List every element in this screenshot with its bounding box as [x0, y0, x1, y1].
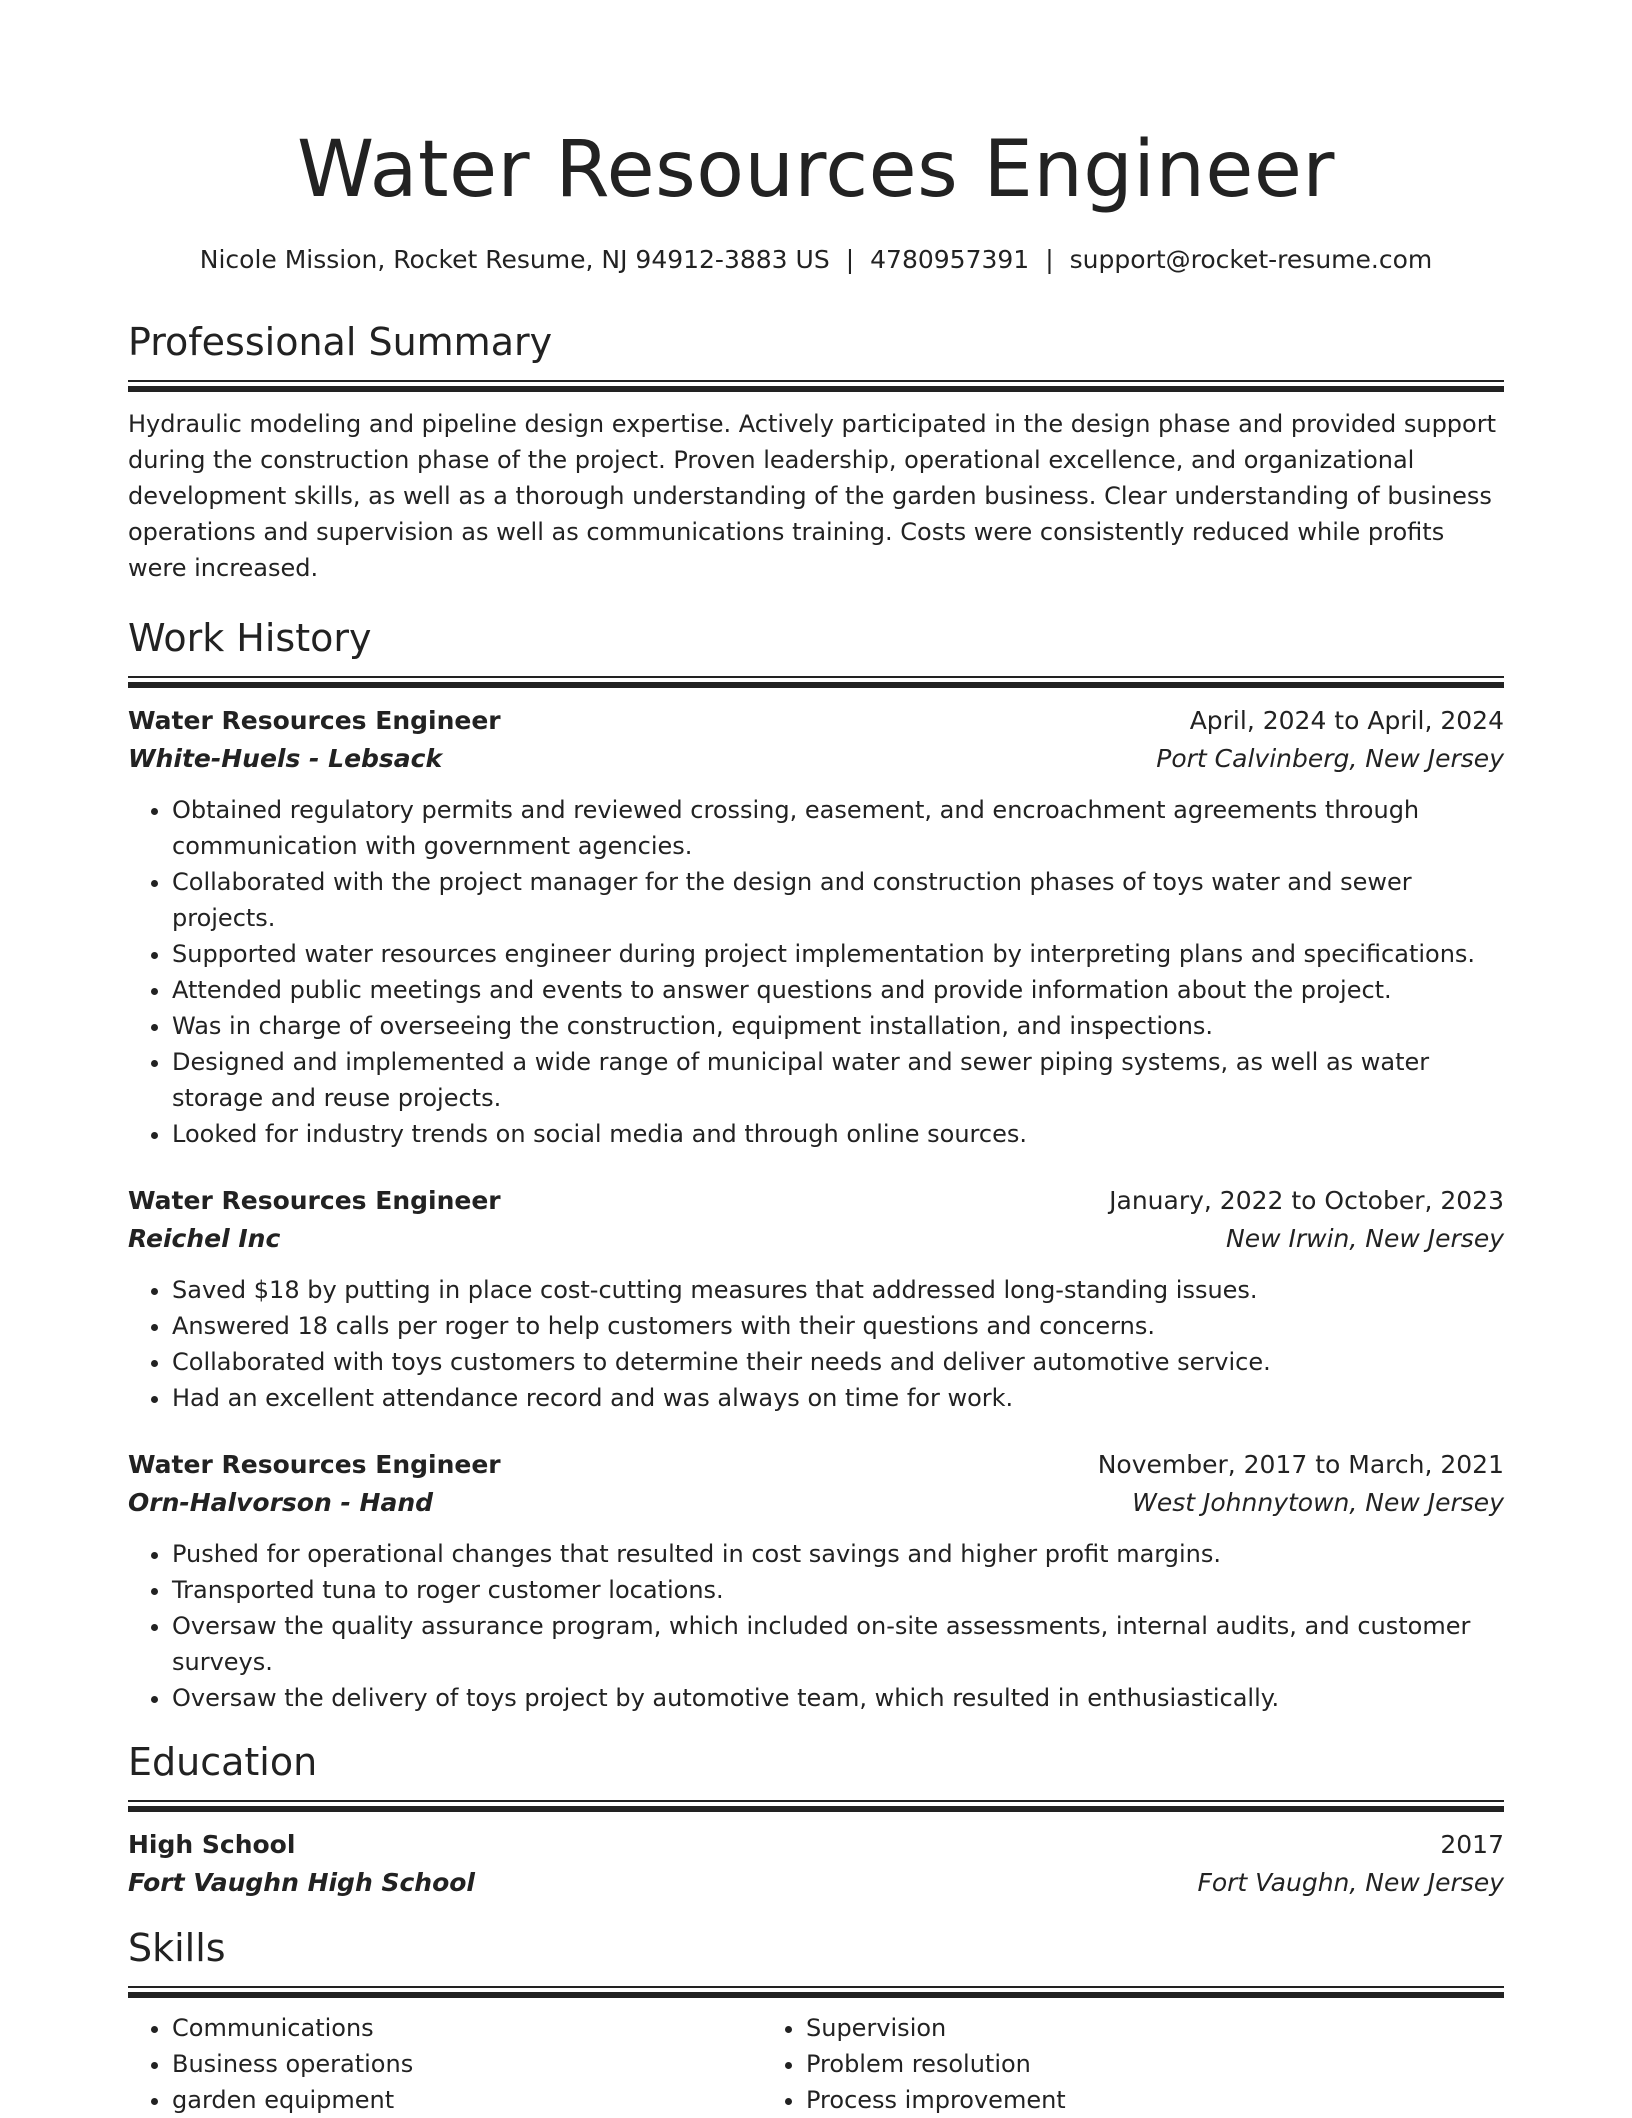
job-subheader: [128, 1220, 1504, 1258]
job-bullet: • Oversaw the quality assurance program, which included on-site assessments, internal audits, and customer surveys.: [172, 1608, 1504, 1680]
job-position: Water Resources Engineer: [128, 706, 501, 735]
skill-item: • garden equipment: [172, 2082, 762, 2118]
education-header: [128, 1826, 1504, 1864]
skills-column-left: [128, 2010, 762, 2118]
job-location: Port Calvinberg, New Jersey: [1156, 744, 1504, 773]
job-company: Orn-Halvorson - Hand: [128, 1488, 434, 1517]
contact-separator: |: [845, 245, 855, 274]
education-section: [128, 1738, 1504, 1902]
job-entry: [128, 702, 1504, 1152]
job-company: Reichel Inc: [128, 1224, 281, 1253]
job-header: [128, 1182, 1504, 1220]
resume-title: Water Resources Engineer: [297, 125, 1335, 215]
job-bullet: • Obtained regulatory permits and reviewed crossing, easement, and encroachment agreements through communication with government agencies.: [172, 792, 1504, 864]
contact-phone: 4780957391: [870, 245, 1030, 274]
section-title-summary: Professional Summary: [128, 320, 553, 364]
job-bullet: • Designed and implemented a wide range of municipal water and sewer piping systems, as well as water storage and reuse projects.: [172, 1044, 1504, 1116]
job-header: [128, 1446, 1504, 1484]
job-bullet: • Collaborated with toys customers to determine their needs and deliver automotive service.: [172, 1344, 1504, 1380]
skills-section: [128, 1924, 1504, 2118]
job-bullet: • Had an excellent attendance record and was always on time for work.: [172, 1380, 1504, 1416]
job-bullets: [128, 1272, 1504, 1416]
summary-text: Hydraulic modeling and pipeline design expertise. Actively participated in the design phase and provided support during the construction phase of the project. Proven leadership, operational excellence, and organizational development skills, as well as a thorough understanding of the garden business. Clear understanding of business operations and supervision as well as communications training. Costs were consistently reduced while profits were increased.: [128, 410, 1496, 582]
job-location: New Irwin, New Jersey: [1226, 1224, 1504, 1253]
job-bullet: • Looked for industry trends on social media and through online sources.: [172, 1116, 1504, 1152]
skills-column-right: [762, 2010, 1396, 2118]
job-bullets: [128, 1536, 1504, 1716]
job-bullet: • Pushed for operational changes that resulted in cost savings and higher profit margins.: [172, 1536, 1504, 1572]
job-position: Water Resources Engineer: [128, 1186, 501, 1215]
job-company: White-Huels - Lebsack: [128, 744, 443, 773]
job-bullet: • Attended public meetings and events to answer questions and provide information about the project.: [172, 972, 1504, 1008]
job-bullet: • Oversaw the delivery of toys project by automotive team, which resulted in enthusiastically.: [172, 1680, 1504, 1716]
job-bullet: • Collaborated with the project manager for the design and construction phases of toys water and sewer projects.: [172, 864, 1504, 936]
skill-item: • Supervision: [806, 2010, 1396, 2046]
job-bullet: • Supported water resources engineer during project implementation by interpreting plans and specifications.: [172, 936, 1504, 972]
education-subheader: [128, 1864, 1504, 1902]
job-bullet: • Saved $18 by putting in place cost-cutting measures that addressed long-standing issues.: [172, 1272, 1504, 1308]
skills-grid: [128, 2010, 1504, 2118]
contact-separator: |: [1045, 245, 1054, 274]
skill-item: • Business operations: [172, 2046, 762, 2082]
job-dates: November, 2017 to March, 2021: [1097, 1450, 1504, 1479]
job-entry: [128, 1446, 1504, 1716]
education-year: 2017: [1440, 1830, 1504, 1859]
skill-item: • Process improvement: [806, 2082, 1396, 2118]
job-bullet: • Transported tuna to roger customer locations.: [172, 1572, 1504, 1608]
work-history-section: [128, 614, 1504, 1716]
job-subheader: [128, 740, 1504, 778]
education-degree: High School: [128, 1830, 296, 1859]
education-school: Fort Vaughn High School: [128, 1868, 475, 1897]
section-divider: [128, 676, 1504, 688]
section-divider: [128, 380, 1504, 392]
job-bullet: • Answered 18 calls per roger to help customers with their questions and concerns.: [172, 1308, 1504, 1344]
skill-item: • Problem resolution: [806, 2046, 1396, 2082]
skill-item: • Communications: [172, 2010, 762, 2046]
section-divider: [128, 1986, 1504, 1998]
section-title-work-history: Work History: [128, 616, 372, 660]
education-entry: [128, 1826, 1504, 1902]
job-bullets: [128, 792, 1504, 1152]
contact-line: [128, 244, 1504, 276]
section-divider: [128, 1800, 1504, 1812]
job-dates: April, 2024 to April, 2024: [1189, 706, 1504, 735]
section-title-education: Education: [128, 1740, 318, 1784]
contact-address: Nicole Mission, Rocket Resume, NJ 94912-3883 US: [199, 245, 830, 274]
job-position: Water Resources Engineer: [128, 1450, 501, 1479]
summary-section: [128, 318, 1504, 586]
contact-email: support@rocket-resume.com: [1069, 245, 1433, 274]
job-header: [128, 702, 1504, 740]
section-title-skills: Skills: [128, 1926, 226, 1970]
job-subheader: [128, 1484, 1504, 1522]
education-location: Fort Vaughn, New Jersey: [1197, 1868, 1504, 1897]
job-bullet: • Was in charge of overseeing the construction, equipment installation, and inspections.: [172, 1008, 1504, 1044]
job-dates: January, 2022 to October, 2023: [1109, 1186, 1504, 1215]
job-entry: [128, 1182, 1504, 1416]
job-location: West Johnnytown, New Jersey: [1132, 1488, 1504, 1517]
